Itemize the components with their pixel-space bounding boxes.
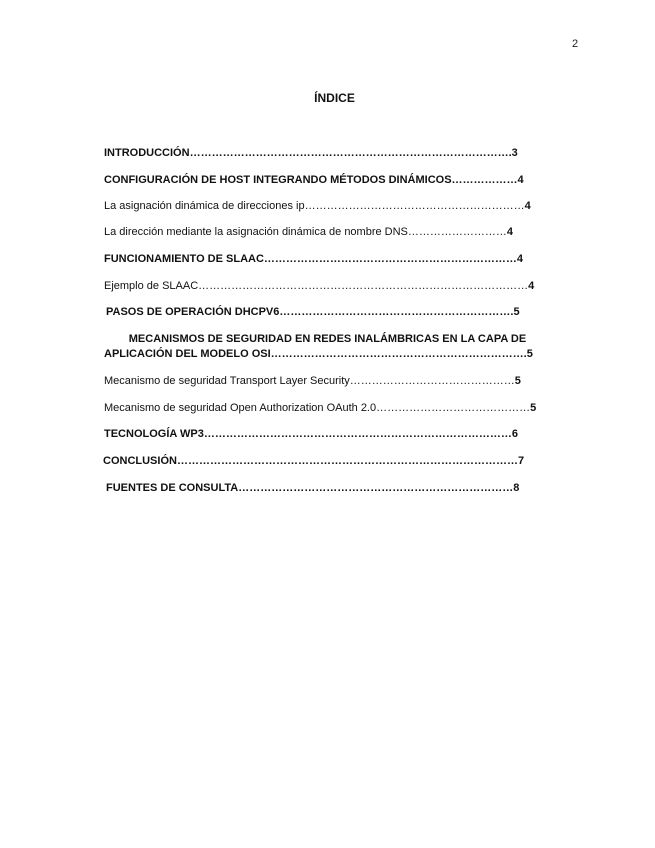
toc-label: La asignación dinámica de direcciones ip xyxy=(104,200,305,212)
toc-entry-introduccion[interactable] xyxy=(104,146,551,161)
toc-page: 4 xyxy=(528,280,535,292)
toc-label: Mecanismo de seguridad Open Authorization OAuth 2.0 xyxy=(104,402,377,414)
toc-label: FUNCIONAMIENTO DE SLAAC xyxy=(104,253,264,265)
toc-dots: ………………………………………………………………………………… xyxy=(176,455,518,467)
toc-page: 5 xyxy=(514,375,521,387)
toc-dots: ……………………………………………………… xyxy=(279,306,511,318)
toc-entry-conclusion[interactable] xyxy=(103,454,550,469)
toc-label: La dirección mediante la asignación dinámica de nombre DNS xyxy=(104,226,408,238)
toc-entry-wp3[interactable] xyxy=(104,427,551,442)
toc-entry-asignacion-ip[interactable] xyxy=(104,199,551,214)
toc-dots: …………………………………………………………………………… xyxy=(189,147,509,159)
toc-entry-fuentes[interactable] xyxy=(106,481,553,496)
toc-page: 4 xyxy=(524,200,531,212)
toc-entry-dhcpv6[interactable] xyxy=(106,305,553,320)
toc-entry-tls[interactable] xyxy=(104,374,551,389)
toc-page: 4 xyxy=(516,253,524,265)
toc-label: TECNOLOGÍA WP3 xyxy=(104,428,204,440)
toc-page: 8 xyxy=(513,482,520,494)
toc-page: 4 xyxy=(506,226,514,238)
toc-label: Mecanismo de seguridad Transport Layer Security xyxy=(104,375,350,387)
toc-entry-dns[interactable] xyxy=(104,225,551,240)
toc-label: Ejemplo de SLAAC xyxy=(104,280,199,292)
toc-label: CONFIGURACIÓN DE HOST INTEGRANDO MÉTODOS DINÁMICOS xyxy=(104,174,452,186)
toc-entry-ejemplo-slaac[interactable] xyxy=(104,279,551,294)
toc-dots: …………………………………………………………… xyxy=(263,253,517,265)
toc-page: 7 xyxy=(517,455,525,467)
toc-label-line2 xyxy=(104,347,551,362)
toc-label: CONCLUSIÓN xyxy=(103,455,177,467)
toc-dots: ……………… xyxy=(451,174,518,186)
page-number: 2 xyxy=(572,38,579,50)
toc-page: 6 xyxy=(511,428,518,440)
page-title: ÍNDICE xyxy=(314,91,355,105)
toc-label: FUENTES DE CONSULTA xyxy=(106,482,239,494)
toc-page: .3 xyxy=(508,147,518,159)
toc-dots: ………………………………………………………………………… xyxy=(203,428,512,440)
toc-dots: ………………………………………………………………… xyxy=(238,482,514,494)
toc-dots: ……………………………………………………………………………… xyxy=(198,280,529,292)
toc-page: 5 xyxy=(530,402,537,414)
toc-label-line1: MECANISMOS DE SEGURIDAD EN REDES INALÁMBRICAS EN LA CAPA DE xyxy=(128,333,527,345)
toc-entry-slaac[interactable] xyxy=(104,252,551,267)
toc-dots: …………………………………… xyxy=(376,402,531,414)
toc-label: INTRODUCCIÓN xyxy=(104,147,190,159)
toc-entry-configuracion[interactable] xyxy=(104,173,551,188)
toc-label: PASOS DE OPERACIÓN DHCPV6 xyxy=(106,306,280,318)
toc-page: .5 xyxy=(523,348,533,360)
toc-dots: …………………………………………………… xyxy=(304,200,525,212)
toc-page: .5 xyxy=(510,306,520,318)
toc-entry-oauth[interactable] xyxy=(104,401,551,416)
toc-entry-mecanismos[interactable] xyxy=(104,332,551,362)
toc-page: 4 xyxy=(517,174,524,186)
toc-label: APLICACIÓN DEL MODELO OSI xyxy=(104,348,271,360)
toc-dots: …………………………………………………………… xyxy=(270,348,524,360)
toc-dots: ……………………… xyxy=(407,226,507,238)
toc-dots: ……………………………………… xyxy=(349,375,515,387)
